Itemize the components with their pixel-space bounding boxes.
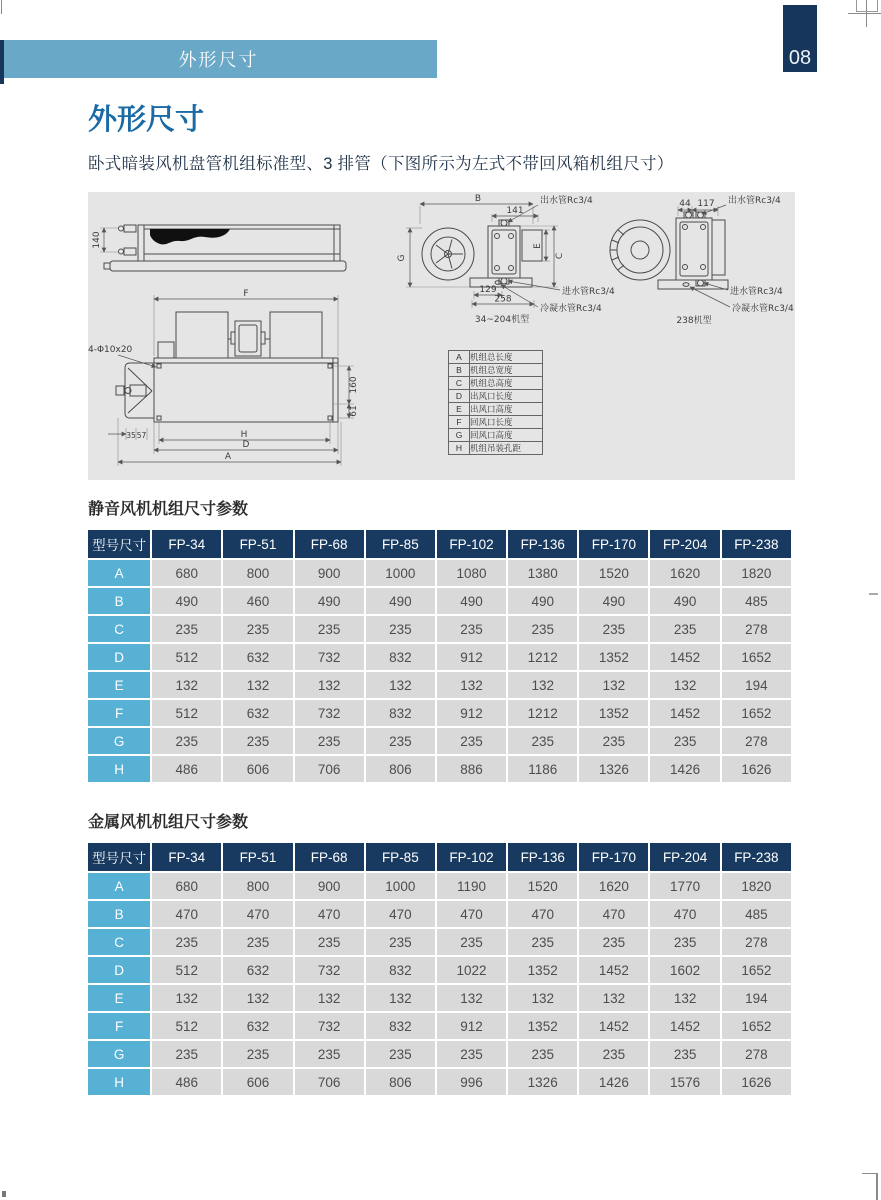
dimension-value: 235 xyxy=(152,616,221,642)
dimension-value: 1326 xyxy=(508,1069,577,1095)
dimension-value: 235 xyxy=(152,1041,221,1067)
legend-code: A xyxy=(449,351,470,364)
dimension-value: 132 xyxy=(152,985,221,1011)
dimension-value: 1626 xyxy=(722,1069,791,1095)
dimension-value: 235 xyxy=(366,1041,435,1067)
dimension-value: 900 xyxy=(295,560,364,586)
dimension-row xyxy=(88,560,791,586)
dimension-value: 832 xyxy=(366,644,435,670)
dimension-row xyxy=(88,644,791,670)
dimension-legend-table xyxy=(448,350,543,455)
dim-label-44: 44 xyxy=(679,199,691,209)
row-label: H xyxy=(88,1069,150,1095)
dimension-value: 470 xyxy=(152,901,221,927)
dimension-value: 235 xyxy=(650,1041,719,1067)
dimension-value: 194 xyxy=(722,985,791,1011)
dimension-value: 470 xyxy=(295,901,364,927)
dimension-value: 278 xyxy=(722,616,791,642)
dim-label-H: H xyxy=(240,430,248,440)
dimension-value: 235 xyxy=(508,616,577,642)
dimension-value: 235 xyxy=(295,929,364,955)
dimension-value: 132 xyxy=(366,672,435,698)
legend-row xyxy=(449,403,543,416)
coil-shading xyxy=(150,229,230,244)
legend-code: C xyxy=(449,377,470,390)
dim-label-57: 57 xyxy=(136,431,147,440)
dimension-value: 1022 xyxy=(437,957,506,983)
outlet-pipe-label: 出水管Rc3/4 xyxy=(728,196,781,206)
model-caption-small: 34~204机型 xyxy=(474,315,530,325)
model-column-header: FP-51 xyxy=(223,843,292,871)
dimension-value: 680 xyxy=(152,560,221,586)
dim-label-160: 160 xyxy=(349,376,359,394)
legend-row xyxy=(449,390,543,403)
dimension-value: 132 xyxy=(223,672,292,698)
row-label: G xyxy=(88,728,150,754)
dimension-value: 235 xyxy=(223,616,292,642)
silent-fan-dimension-table xyxy=(86,528,793,784)
legend-desc: 回风口高度 xyxy=(470,429,543,442)
dimension-value: 235 xyxy=(579,616,648,642)
dimension-value: 732 xyxy=(295,700,364,726)
model-column-header: FP-85 xyxy=(366,843,435,871)
dimension-value: 194 xyxy=(722,672,791,698)
model-column-header: FP-34 xyxy=(152,843,221,871)
dimension-row xyxy=(88,985,791,1011)
row-label: A xyxy=(88,560,150,586)
table-header-row xyxy=(88,843,791,871)
header-band-stripe xyxy=(0,40,4,84)
dimension-row xyxy=(88,901,791,927)
dimension-value: 1820 xyxy=(722,873,791,899)
dimension-value: 832 xyxy=(366,700,435,726)
dimension-value: 1352 xyxy=(508,957,577,983)
legend-code: B xyxy=(449,364,470,377)
dim-label-E: E xyxy=(533,243,543,249)
dimension-row xyxy=(88,616,791,642)
dimension-value: 1352 xyxy=(579,644,648,670)
dimension-value: 512 xyxy=(152,1013,221,1039)
dimension-value: 1186 xyxy=(508,756,577,782)
dimension-value: 278 xyxy=(722,728,791,754)
dimension-value: 1520 xyxy=(508,873,577,899)
condensate-pipe-label: 冷凝水管Rc3/4 xyxy=(540,304,602,314)
dimension-value: 912 xyxy=(437,644,506,670)
legend-code: G xyxy=(449,429,470,442)
legend-row xyxy=(449,416,543,429)
dimension-value: 912 xyxy=(437,1013,506,1039)
page-subtitle: 卧式暗装风机盘管机组标准型、3 排管（下图所示为左式不带回风箱机组尺寸） xyxy=(88,155,674,173)
dimension-value: 996 xyxy=(437,1069,506,1095)
dimension-value: 132 xyxy=(366,985,435,1011)
dimension-value: 1080 xyxy=(437,560,506,586)
dimension-value: 132 xyxy=(223,985,292,1011)
header-band-title: 外形尺寸 xyxy=(178,50,259,70)
legend-desc: 机组总宽度 xyxy=(470,364,543,377)
dim-label-A: A xyxy=(224,452,232,462)
dimension-value: 800 xyxy=(223,560,292,586)
drawing-panel xyxy=(88,192,795,480)
dimension-value: 485 xyxy=(722,588,791,614)
model-column-header: FP-102 xyxy=(437,530,506,558)
table2-title: 金属风机机组尺寸参数 xyxy=(88,814,249,831)
model-column-header: FP-170 xyxy=(579,843,648,871)
dimension-value: 235 xyxy=(437,616,506,642)
dimension-value: 235 xyxy=(223,728,292,754)
dimension-value: 470 xyxy=(366,901,435,927)
dimension-value: 470 xyxy=(437,901,506,927)
outlet-pipe-label: 出水管Rc3/4 xyxy=(540,196,593,206)
dimension-value: 1602 xyxy=(650,957,719,983)
dimension-value: 235 xyxy=(223,929,292,955)
dimension-value: 632 xyxy=(223,700,292,726)
model-column-header: FP-238 xyxy=(722,843,791,871)
dimension-value: 886 xyxy=(437,756,506,782)
dimension-value: 1212 xyxy=(508,700,577,726)
dim-label-35: 35 xyxy=(126,431,136,440)
dimension-value: 132 xyxy=(437,672,506,698)
legend-code: E xyxy=(449,403,470,416)
dimension-value: 1326 xyxy=(579,756,648,782)
dimension-value: 235 xyxy=(508,929,577,955)
dimension-value: 1212 xyxy=(508,644,577,670)
dim-label-D: D xyxy=(242,440,250,450)
dimension-value: 460 xyxy=(223,588,292,614)
dimension-row xyxy=(88,957,791,983)
dimension-value: 235 xyxy=(152,728,221,754)
dimension-value: 470 xyxy=(650,901,719,927)
dim-label-258: 258 xyxy=(494,294,512,305)
dimension-value: 1652 xyxy=(722,957,791,983)
crop-mark-bottom-right-v xyxy=(876,1173,878,1200)
dimension-value: 1452 xyxy=(650,700,719,726)
dimension-value: 132 xyxy=(508,985,577,1011)
dimension-value: 132 xyxy=(295,985,364,1011)
dimension-value: 806 xyxy=(366,1069,435,1095)
dim-label-C: C xyxy=(555,252,565,260)
dimension-value: 132 xyxy=(508,672,577,698)
dimension-value: 235 xyxy=(579,728,648,754)
table-header-row xyxy=(88,530,791,558)
dimension-value: 900 xyxy=(295,873,364,899)
dimension-value: 470 xyxy=(579,901,648,927)
dimension-value: 486 xyxy=(152,756,221,782)
metal-fan-dimension-table xyxy=(86,841,793,1097)
model-column-header: FP-34 xyxy=(152,530,221,558)
page-number-badge xyxy=(783,5,817,72)
dimension-value: 1620 xyxy=(650,560,719,586)
model-column-header: FP-68 xyxy=(295,530,364,558)
dimension-value: 606 xyxy=(223,756,292,782)
dimension-value: 1652 xyxy=(722,1013,791,1039)
row-label: E xyxy=(88,672,150,698)
model-column-header: FP-102 xyxy=(437,843,506,871)
dim-label-F: F xyxy=(243,289,249,299)
dimension-value: 235 xyxy=(295,616,364,642)
dim-label-141: 141 xyxy=(506,206,524,216)
legend-code: F xyxy=(449,416,470,429)
row-label: B xyxy=(88,901,150,927)
drawing-front-view xyxy=(88,289,359,466)
dim-label-holes: 4-Φ10x20 xyxy=(88,345,133,355)
dimension-value: 800 xyxy=(223,873,292,899)
dimension-value: 132 xyxy=(579,985,648,1011)
legend-desc: 出风口高度 xyxy=(470,403,543,416)
legend-desc: 机组总长度 xyxy=(470,351,543,364)
row-label: H xyxy=(88,756,150,782)
dimension-value: 490 xyxy=(366,588,435,614)
legend-desc: 出风口长度 xyxy=(470,390,543,403)
dimension-value: 1820 xyxy=(722,560,791,586)
dimension-row xyxy=(88,700,791,726)
dimension-value: 632 xyxy=(223,957,292,983)
dimension-value: 235 xyxy=(223,1041,292,1067)
dimension-value: 470 xyxy=(508,901,577,927)
row-label: B xyxy=(88,588,150,614)
dimension-value: 490 xyxy=(437,588,506,614)
dimension-value: 490 xyxy=(152,588,221,614)
dimension-value: 680 xyxy=(152,873,221,899)
dimension-value: 1626 xyxy=(722,756,791,782)
legend-row xyxy=(449,377,543,390)
dimension-value: 706 xyxy=(295,756,364,782)
row-label: G xyxy=(88,1041,150,1067)
dimension-value: 235 xyxy=(366,728,435,754)
dimension-value: 1452 xyxy=(650,644,719,670)
crop-mark-top-left xyxy=(1,0,2,14)
dimension-value: 732 xyxy=(295,644,364,670)
dimension-value: 490 xyxy=(295,588,364,614)
drawing-end-view-large xyxy=(610,194,794,326)
dim-label-129: 129 xyxy=(479,285,497,295)
corner-header: 型号尺寸 xyxy=(88,843,150,871)
row-label: F xyxy=(88,1013,150,1039)
inlet-pipe-label: 进水管Rc3/4 xyxy=(562,287,615,297)
dim-label-G: G xyxy=(397,254,407,262)
dimension-row xyxy=(88,756,791,782)
dimension-value: 235 xyxy=(295,1041,364,1067)
dimension-value: 470 xyxy=(223,901,292,927)
dimension-row xyxy=(88,929,791,955)
dimension-value: 832 xyxy=(366,1013,435,1039)
dimension-value: 1000 xyxy=(366,873,435,899)
dimension-row xyxy=(88,1041,791,1067)
dimension-value: 512 xyxy=(152,957,221,983)
dimension-value: 1520 xyxy=(579,560,648,586)
dimension-value: 235 xyxy=(650,616,719,642)
model-column-header: FP-204 xyxy=(650,530,719,558)
legend-row xyxy=(449,442,543,455)
dimension-value: 1380 xyxy=(508,560,577,586)
dimension-value: 486 xyxy=(152,1069,221,1095)
row-label: C xyxy=(88,616,150,642)
dimension-value: 732 xyxy=(295,957,364,983)
model-column-header: FP-85 xyxy=(366,530,435,558)
legend-code: D xyxy=(449,390,470,403)
dimension-value: 278 xyxy=(722,1041,791,1067)
dimension-value: 1576 xyxy=(650,1069,719,1095)
technical-drawing xyxy=(88,192,795,480)
dimension-value: 485 xyxy=(722,901,791,927)
dimension-value: 1452 xyxy=(579,957,648,983)
dimension-value: 235 xyxy=(295,728,364,754)
model-caption-large: 238机型 xyxy=(676,316,712,326)
row-label: D xyxy=(88,957,150,983)
dimension-value: 132 xyxy=(152,672,221,698)
dimension-value: 1652 xyxy=(722,644,791,670)
dimension-value: 132 xyxy=(295,672,364,698)
model-column-header: FP-136 xyxy=(508,843,577,871)
dimension-value: 732 xyxy=(295,1013,364,1039)
dimension-value: 512 xyxy=(152,644,221,670)
dimension-value: 132 xyxy=(650,985,719,1011)
legend-row xyxy=(449,429,543,442)
dimension-value: 632 xyxy=(223,1013,292,1039)
page-title: 外形尺寸 xyxy=(88,104,205,136)
dimension-value: 606 xyxy=(223,1069,292,1095)
dimension-value: 632 xyxy=(223,644,292,670)
row-label: A xyxy=(88,873,150,899)
model-column-header: FP-68 xyxy=(295,843,364,871)
dimension-value: 235 xyxy=(437,728,506,754)
dimension-row xyxy=(88,672,791,698)
drawing-side-view xyxy=(92,225,346,271)
dimension-value: 132 xyxy=(579,672,648,698)
dimension-value: 806 xyxy=(366,756,435,782)
drawing-end-view-small xyxy=(397,194,615,325)
dimension-value: 235 xyxy=(650,929,719,955)
edge-dash xyxy=(869,593,878,595)
corner-header: 型号尺寸 xyxy=(88,530,150,558)
crop-mark-bottom-left xyxy=(2,1191,6,1197)
dimension-row xyxy=(88,1013,791,1039)
row-label: C xyxy=(88,929,150,955)
model-column-header: FP-51 xyxy=(223,530,292,558)
dimension-value: 235 xyxy=(508,728,577,754)
dim-label-B: B xyxy=(474,194,482,204)
dimension-value: 1452 xyxy=(650,1013,719,1039)
dimension-row xyxy=(88,873,791,899)
dimension-value: 1352 xyxy=(508,1013,577,1039)
dimension-value: 1426 xyxy=(579,1069,648,1095)
condensate-pipe-label: 冷凝水管Rc3/4 xyxy=(732,304,794,314)
dimension-row xyxy=(88,1069,791,1095)
dimension-value: 132 xyxy=(437,985,506,1011)
legend-desc: 机组总高度 xyxy=(470,377,543,390)
dimension-value: 235 xyxy=(366,929,435,955)
dimension-value: 235 xyxy=(437,929,506,955)
dimension-value: 1770 xyxy=(650,873,719,899)
dimension-value: 235 xyxy=(366,616,435,642)
dimension-value: 1000 xyxy=(366,560,435,586)
dim-label-117: 117 xyxy=(697,199,715,209)
dim-label-140: 140 xyxy=(92,231,102,249)
dimension-value: 1426 xyxy=(650,756,719,782)
model-column-header: FP-204 xyxy=(650,843,719,871)
dimension-value: 1652 xyxy=(722,700,791,726)
crop-mark-top-right-h xyxy=(848,13,881,14)
row-label: F xyxy=(88,700,150,726)
legend-desc: 回风口长度 xyxy=(470,416,543,429)
legend-row xyxy=(449,364,543,377)
dimension-value: 490 xyxy=(650,588,719,614)
dim-label-61: 61 xyxy=(349,405,359,417)
crop-mark-bottom-right-h xyxy=(862,1173,877,1174)
dimension-value: 235 xyxy=(579,1041,648,1067)
dimension-value: 912 xyxy=(437,700,506,726)
dimension-value: 235 xyxy=(437,1041,506,1067)
dimension-value: 1452 xyxy=(579,1013,648,1039)
dimension-value: 235 xyxy=(650,728,719,754)
legend-code: H xyxy=(449,442,470,455)
row-label: D xyxy=(88,644,150,670)
dimension-value: 706 xyxy=(295,1069,364,1095)
table1-title: 静音风机机组尺寸参数 xyxy=(88,501,249,518)
model-column-header: FP-136 xyxy=(508,530,577,558)
dimension-value: 490 xyxy=(579,588,648,614)
dimension-row xyxy=(88,588,791,614)
page-number: 08 xyxy=(788,47,812,69)
registration-square xyxy=(856,0,878,12)
dimension-value: 132 xyxy=(650,672,719,698)
model-column-header: FP-170 xyxy=(579,530,648,558)
dimension-value: 1620 xyxy=(579,873,648,899)
dimension-row xyxy=(88,728,791,754)
dimension-value: 1352 xyxy=(579,700,648,726)
inlet-pipe-label: 进水管Rc3/4 xyxy=(730,287,783,297)
legend-row xyxy=(449,351,543,364)
row-label: E xyxy=(88,985,150,1011)
header-band xyxy=(0,40,437,78)
dimension-value: 278 xyxy=(722,929,791,955)
legend-desc: 机组吊装孔距 xyxy=(470,442,543,455)
dimension-value: 1190 xyxy=(437,873,506,899)
dimension-value: 235 xyxy=(579,929,648,955)
dimension-value: 832 xyxy=(366,957,435,983)
dimension-value: 235 xyxy=(152,929,221,955)
dimension-value: 490 xyxy=(508,588,577,614)
model-column-header: FP-238 xyxy=(722,530,791,558)
dimension-value: 235 xyxy=(508,1041,577,1067)
dimension-value: 512 xyxy=(152,700,221,726)
